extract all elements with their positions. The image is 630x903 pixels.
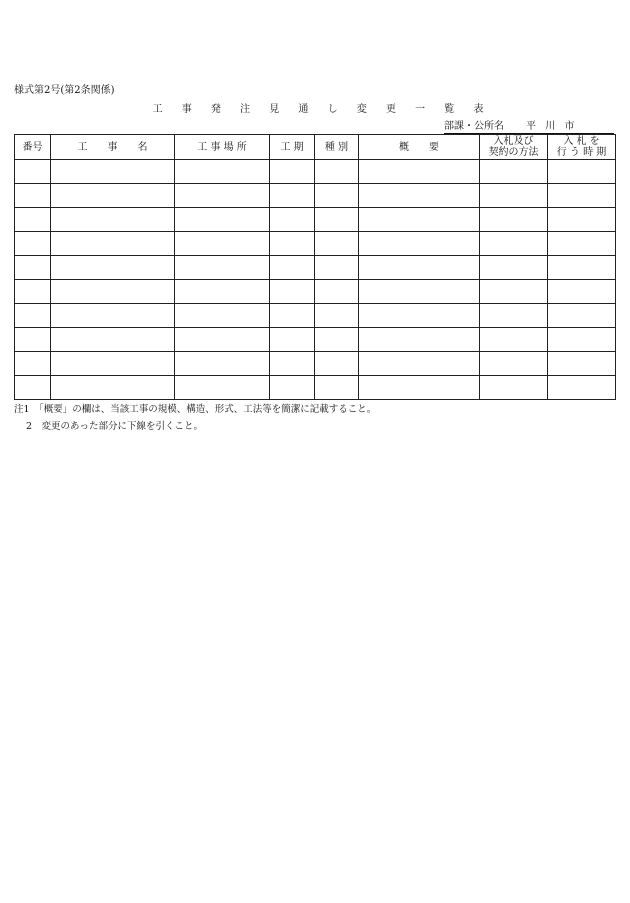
table-cell <box>480 256 548 280</box>
table-cell <box>480 232 548 256</box>
table-cell <box>51 280 175 304</box>
table-cell <box>51 304 175 328</box>
table-row <box>15 160 616 184</box>
table-cell <box>15 208 51 232</box>
note-2: 2 変更のあった部分に下線を引くこと。 <box>26 421 203 432</box>
header-bid-method-line2: 契約の方法 <box>488 147 539 158</box>
table-cell <box>548 352 616 376</box>
table-cell <box>548 280 616 304</box>
header-work-place: 工 事 場 所 <box>175 135 270 160</box>
table-cell <box>480 304 548 328</box>
table-cell <box>51 376 175 400</box>
header-number: 番号 <box>15 135 51 160</box>
table-cell <box>315 160 359 184</box>
table-cell <box>548 208 616 232</box>
table-cell <box>315 352 359 376</box>
table-cell <box>51 232 175 256</box>
table-cell <box>359 232 480 256</box>
table-cell <box>270 304 315 328</box>
table-cell <box>359 304 480 328</box>
table-cell <box>15 256 51 280</box>
table-cell <box>270 160 315 184</box>
table-cell <box>51 208 175 232</box>
table-cell <box>51 328 175 352</box>
table-cell <box>480 208 548 232</box>
table-cell <box>359 376 480 400</box>
table-cell <box>548 376 616 400</box>
table-row <box>15 256 616 280</box>
header-bid-timing <box>548 135 616 160</box>
table-row <box>15 280 616 304</box>
table-cell <box>51 160 175 184</box>
table-cell <box>315 280 359 304</box>
table-cell <box>270 184 315 208</box>
table-cell <box>270 256 315 280</box>
table-cell <box>548 256 616 280</box>
table-cell <box>15 280 51 304</box>
table-cell <box>359 256 480 280</box>
table-cell <box>359 352 480 376</box>
table-row <box>15 376 616 400</box>
header-bid-method-line1: 入札及び <box>493 136 534 147</box>
table-cell <box>15 352 51 376</box>
header-work-name: 工 事 名 <box>51 135 175 160</box>
note-1: 注1 「概要」の欄は、当該工事の規模、構造、形式、工法等を簡潔に記載すること。 <box>14 404 377 415</box>
form-label: 様式第2号(第2条関係) <box>14 85 115 96</box>
table-cell <box>15 232 51 256</box>
table-row <box>15 328 616 352</box>
table-cell <box>548 304 616 328</box>
table-cell <box>270 280 315 304</box>
table-cell <box>548 184 616 208</box>
document-title: 工 事 発 注 見 通 し 変 更 一 覧 表 <box>152 104 492 115</box>
table-cell <box>359 208 480 232</box>
construction-plan-table <box>14 134 616 400</box>
table-cell <box>548 328 616 352</box>
table-cell <box>359 280 480 304</box>
table-cell <box>15 376 51 400</box>
table-cell <box>15 160 51 184</box>
table-cell <box>51 352 175 376</box>
table-cell <box>480 184 548 208</box>
notes <box>14 401 376 435</box>
table-cell <box>480 352 548 376</box>
header-summary: 概 要 <box>359 135 480 160</box>
table-header-row <box>15 135 616 160</box>
table-row <box>15 232 616 256</box>
table-cell <box>270 376 315 400</box>
city-name: 平 川 市 <box>526 121 578 132</box>
table-cell <box>480 376 548 400</box>
table-cell <box>15 328 51 352</box>
table-row <box>15 304 616 328</box>
table-cell <box>175 280 270 304</box>
table-cell <box>175 184 270 208</box>
table-cell <box>315 184 359 208</box>
table-cell <box>15 304 51 328</box>
table-cell <box>270 232 315 256</box>
header-work-type: 種 別 <box>315 135 359 160</box>
header-bid-timing-line2: 行 う 時 期 <box>556 147 607 158</box>
table-cell <box>175 352 270 376</box>
table-cell <box>315 232 359 256</box>
table-cell <box>315 304 359 328</box>
table-cell <box>270 352 315 376</box>
department-label: 部課・公所名 <box>444 121 504 132</box>
table-cell <box>51 256 175 280</box>
table-cell <box>175 208 270 232</box>
department-line <box>444 117 614 134</box>
table-cell <box>270 328 315 352</box>
table-cell <box>175 328 270 352</box>
table-cell <box>548 160 616 184</box>
header-work-period: 工 期 <box>270 135 315 160</box>
table-cell <box>175 376 270 400</box>
table-cell <box>315 376 359 400</box>
table-row <box>15 208 616 232</box>
table-cell <box>480 160 548 184</box>
table-row <box>15 184 616 208</box>
table-cell <box>175 256 270 280</box>
table-cell <box>270 208 315 232</box>
table-cell <box>548 232 616 256</box>
table-cell <box>175 232 270 256</box>
table-cell <box>315 328 359 352</box>
header-bid-timing-line1: 入 札 を <box>563 136 600 147</box>
table-cell <box>480 328 548 352</box>
table-cell <box>359 160 480 184</box>
table-row <box>15 352 616 376</box>
table-cell <box>359 184 480 208</box>
table-cell <box>315 208 359 232</box>
table-cell <box>175 160 270 184</box>
header-bid-method <box>480 135 548 160</box>
table-cell <box>315 256 359 280</box>
table-cell <box>51 184 175 208</box>
table-cell <box>480 280 548 304</box>
table-cell <box>175 304 270 328</box>
table-cell <box>15 184 51 208</box>
table-cell <box>359 328 480 352</box>
